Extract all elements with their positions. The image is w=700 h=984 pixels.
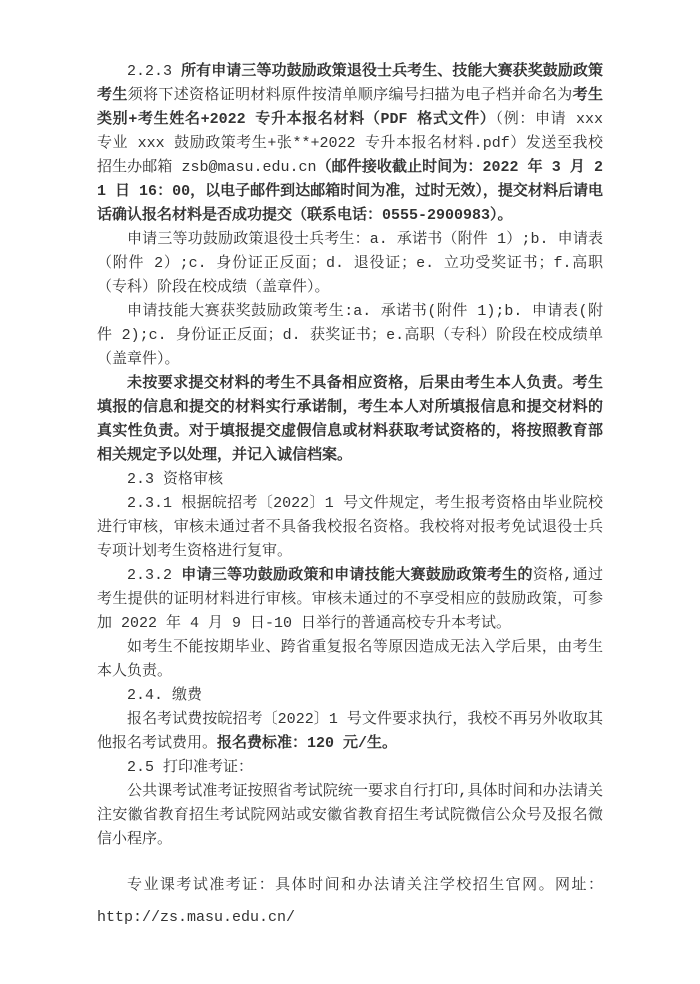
clause-2-2-3-material-submission-segment-4: 考生类别+考生姓名+2022 专升本报名材料（PDF 格式文件） <box>97 87 603 128</box>
enrollment-failure-responsibility <box>97 636 603 684</box>
third-class-merit-veteran-materials <box>97 228 603 300</box>
clause-2-2-3-material-submission-segment-3: 须将下述资格证明材料原件按清单顺序编号扫描为电子档并命名为 <box>127 87 573 104</box>
clause-2-3-2-incentive-policy-review <box>97 564 603 636</box>
skills-competition-winner-materials-segment-1: 申请技能大赛获奖鼓励政策考生:a. 承诺书(附件 1);b. 申请表(附件 2);c. 身份证正反面；d. 获奖证书；e.高职（专科）阶段在校成绩单（盖章件）。 <box>97 303 603 368</box>
clause-2-2-3-material-submission-segment-6: （邮件接收截止时间为：2022 年 3 月 21 日 16：00，以电子邮件到达邮箱时间为准，过时无效），提交材料后请电话确认报名材料是否成功提交（联系电话：0555-2900983）。 <box>97 159 603 224</box>
material-responsibility-notice <box>97 372 603 468</box>
public-course-admission-ticket-segment-1: 公共课考试准考证按照省考试院统一要求自行打印,具体时间和办法请关注安徽省教育招生考试院网站或安徽省教育招生考试院微信公众号及报名微信小程序。 <box>97 783 603 848</box>
public-course-admission-ticket <box>97 780 603 852</box>
clause-2-3-1-review-by-college <box>97 492 603 564</box>
clause-2-2-3-material-submission-segment-5: （例：申请 xxx 专业 xxx 鼓励政策考生+张**+2022 专升本报名材料.pdf）发送至我校招生办邮箱 zsb@masu.edu.cn <box>97 111 603 176</box>
professional-course-admission-ticket-segment-1: 专业课考试准考证：具体时间和办法请关注学校招生官网。网址： <box>127 877 603 894</box>
heading-2-3-qualification-review-segment-1: 2.3 资格审核 <box>127 471 224 488</box>
clause-payment-fee <box>97 708 603 756</box>
enrollment-failure-responsibility-segment-1: 如考生不能按期毕业、跨省重复报名等原因造成无法入学后果，由考生本人负责。 <box>97 639 603 680</box>
admissions-website-url-segment-1: http://zs.masu.edu.cn/ <box>97 909 296 926</box>
clause-payment-fee-segment-2: 报名费标准：120 元/生。 <box>217 735 398 752</box>
material-responsibility-notice-segment-1: 未按要求提交材料的考生不具备相应资格，后果由考生本人负责。考生填报的信息和提交的材料实行承诺制，考生本人对所填报信息和提交材料的真实性负责。对于填报提交虚假信息或材料获取考试资格的，将按照教育部相关规定予以处理，并记入诚信档案。 <box>97 375 603 464</box>
clause-2-3-2-incentive-policy-review-segment-3: 资格,通过考生提供的证明材料进行审核。审核未通过的不享受相应的鼓励政策，可参加 2022 年 4 月 9 日-10 日举行的普通高校专升本考试。 <box>97 567 603 632</box>
clause-2-2-3-material-submission <box>97 60 603 228</box>
clause-2-2-3-material-submission-segment-1: 2.2.3 <box>127 63 182 80</box>
document-body <box>97 60 603 930</box>
clause-2-3-2-incentive-policy-review-segment-2: 申请三等功鼓励政策和申请技能大赛鼓励政策考生的 <box>181 567 533 584</box>
heading-2-5-print-admission-ticket <box>97 756 603 780</box>
clause-2-3-1-review-by-college-segment-1: 2.3.1 根据皖招考〔2022〕1 号文件规定，考生报考资格由毕业院校进行审核，审核未通过者不具备我校报名资格。我校将对报考免试退役士兵专项计划考生资格进行复审。 <box>97 495 603 560</box>
admissions-website-url[interactable] <box>97 906 603 930</box>
clause-2-3-2-incentive-policy-review-segment-1: 2.3.2 <box>127 567 182 584</box>
heading-2-4-payment-segment-1: 2.4. 缴费 <box>127 687 203 704</box>
heading-2-4-payment <box>97 684 603 708</box>
clause-payment-fee-segment-1: 报名考试费按皖招考〔2022〕1 号文件要求执行，我校不再另外收取其他报名考试费用。 <box>97 711 603 752</box>
skills-competition-winner-materials <box>97 300 603 372</box>
heading-2-3-qualification-review <box>97 468 603 492</box>
third-class-merit-veteran-materials-segment-1: 申请三等功鼓励政策退役士兵考生：a. 承诺书（附件 1）;b. 申请表（附件 2）;c. 身份证正反面；d. 退役证；e. 立功受奖证书；f.高职（专科）阶段在校成绩（盖章件）。 <box>97 231 603 296</box>
professional-course-admission-ticket <box>97 874 603 898</box>
clause-2-2-3-material-submission-segment-2: 所有申请三等功鼓励政策退役士兵考生、技能大赛获奖鼓励政策考生 <box>97 63 603 104</box>
heading-2-5-print-admission-ticket-segment-1: 2.5 打印准考证： <box>127 759 254 776</box>
